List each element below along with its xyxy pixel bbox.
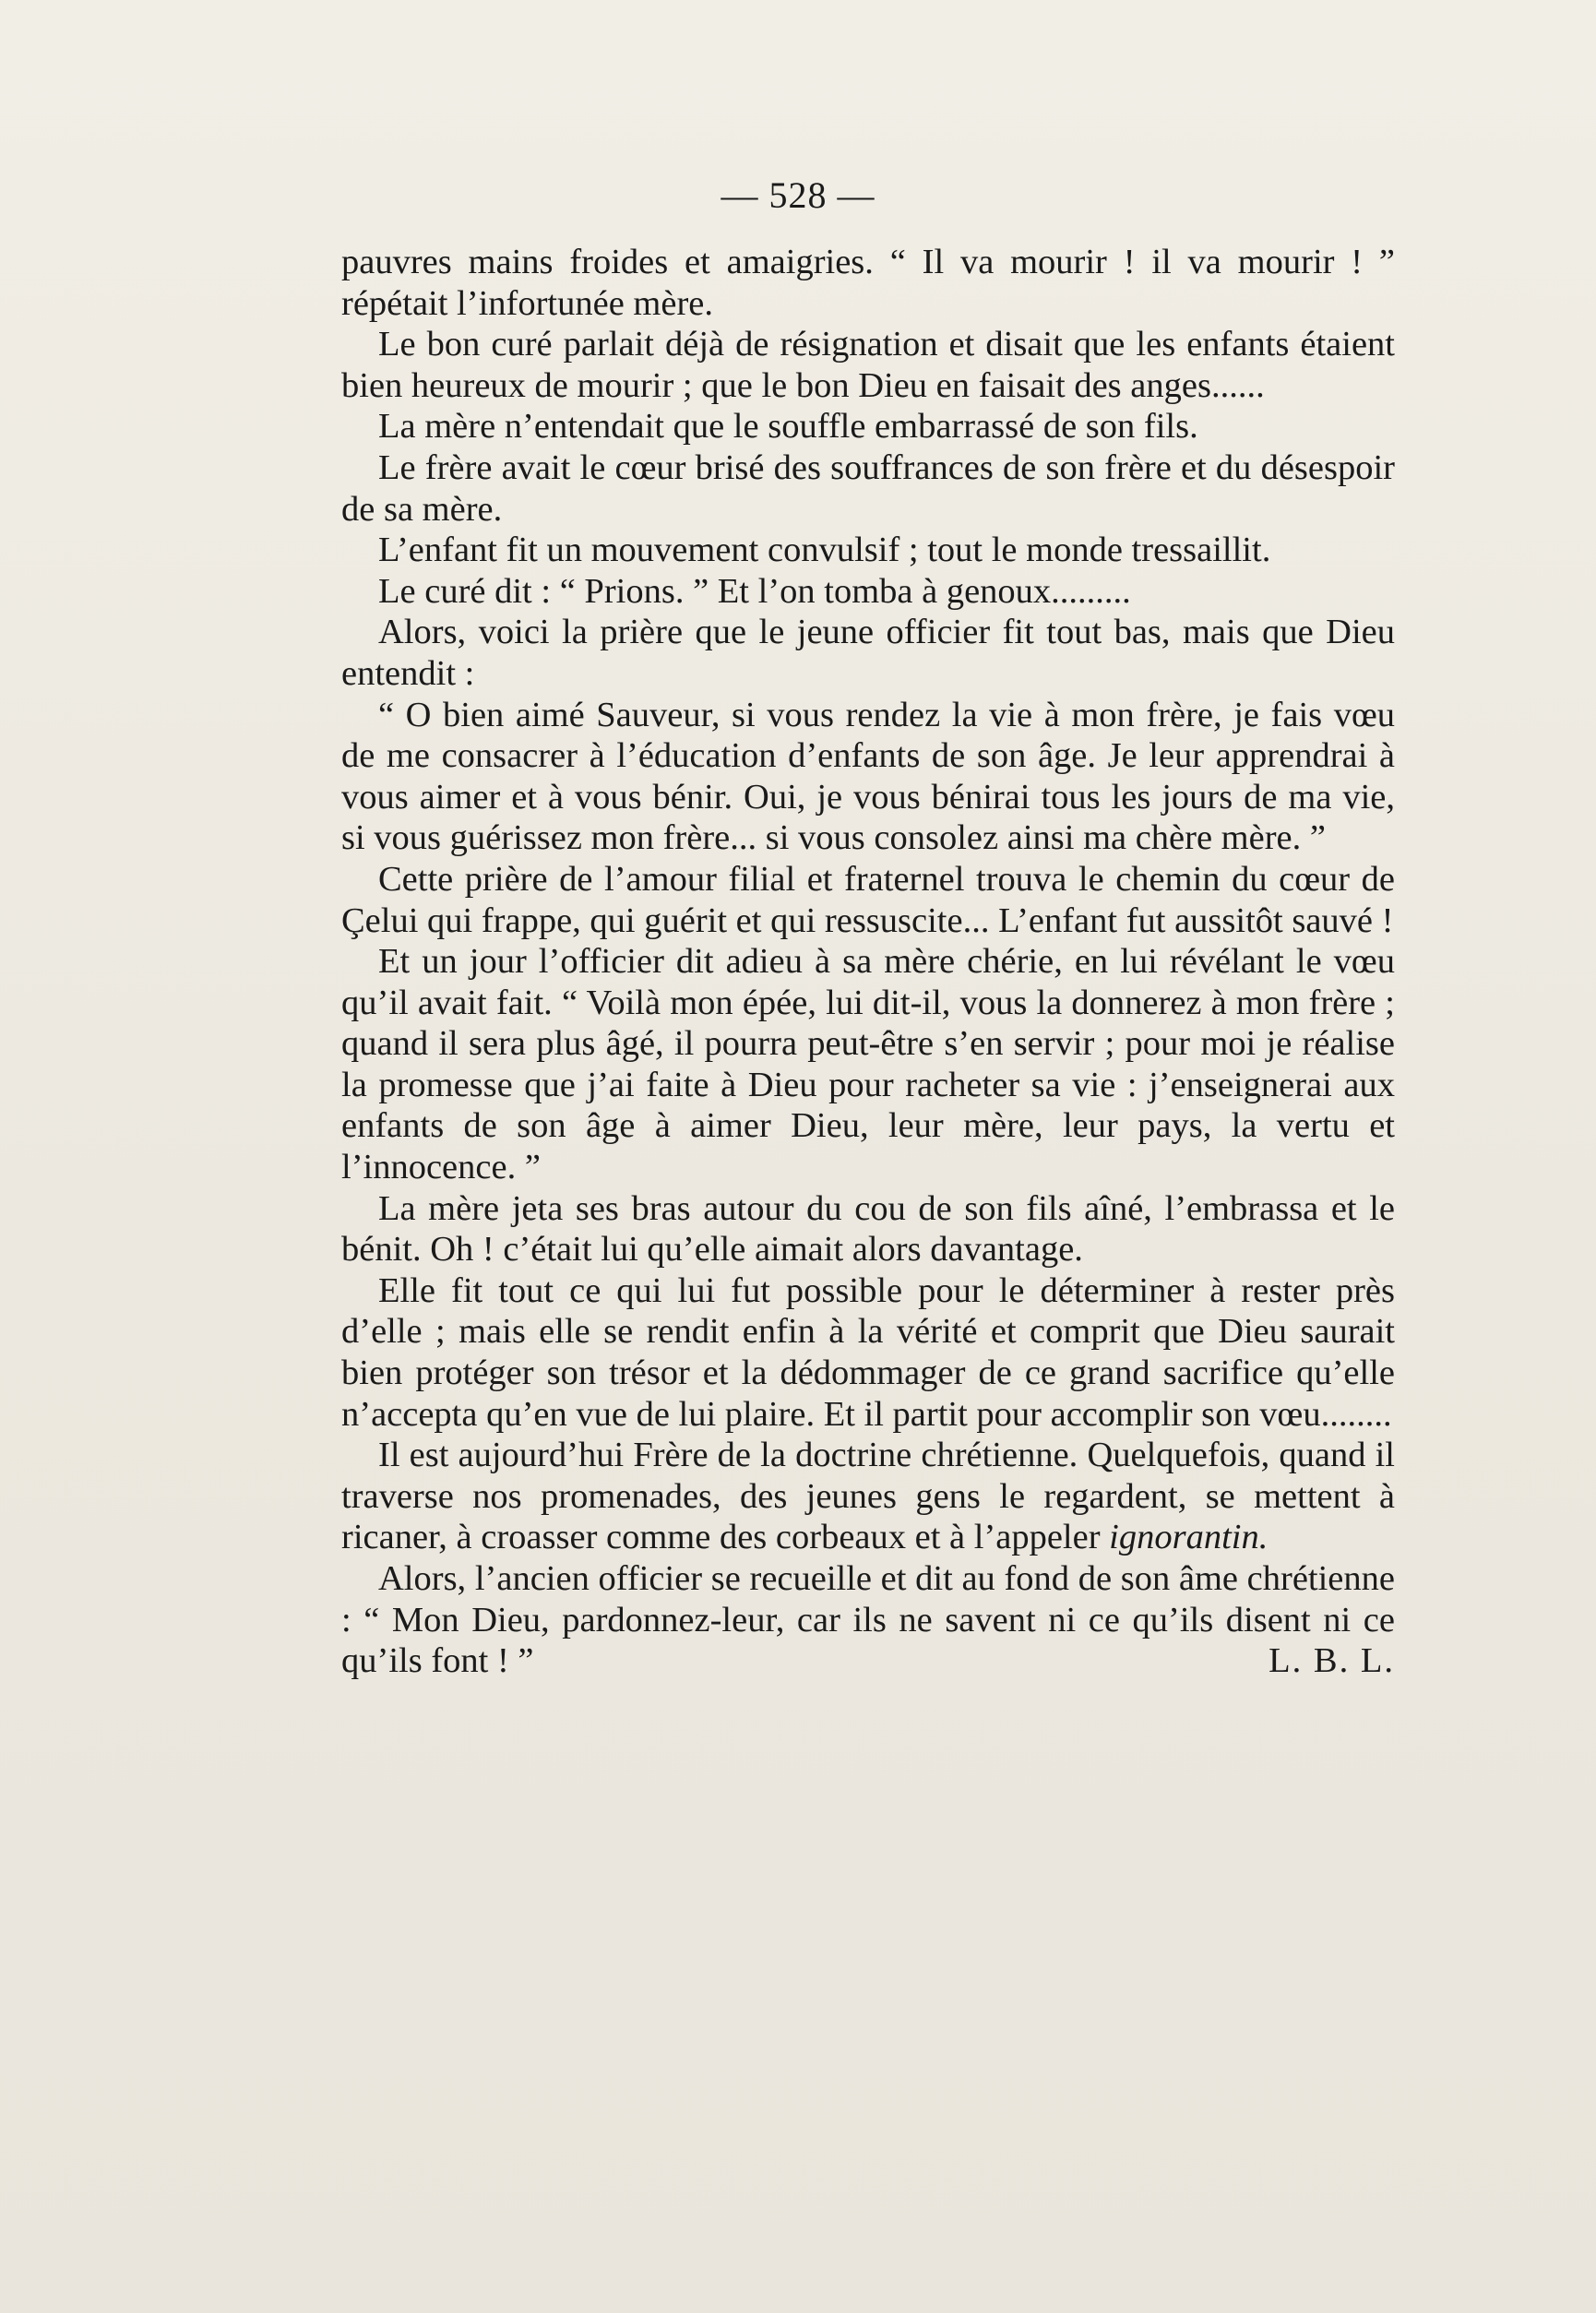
- paragraph-1: pauvres mains froides et amaigries. “ Il va mourir ! il va mourir ! ” répétait l’infortunée mère.: [341, 243, 1395, 323]
- paragraph-4: Le frère avait le cœur brisé des souffrances de son frère et du désespoir de sa mère.: [341, 447, 1395, 529]
- paragraph-5: L’enfant fit un mouvement convulsif ; tout le monde tressaillit.: [378, 531, 1271, 570]
- paragraph-13: [341, 1435, 1395, 1558]
- paragraph-9: Cette prière de l’amour filial et fraternel trouva le chemin du cœur de Çelui qui frappe, qui guérit et qui ressuscite... L’enfant fut aussitôt sauvé !: [341, 859, 1395, 940]
- paragraph-10: Et un jour l’officier dit adieu à sa mère chérie, en lui révélant le vœu qu’il avait fait. “ Voilà mon épée, lui dit-il, vous la donnerez à mon frère ; quand il sera plus âgé, il pourra peut-être s’en servir ; pour moi je réalise la promesse que j’ai faite à Dieu pour racheter sa vie : j’enseignerai aux enfants de son âge à aimer Dieu, leur mère, leur pays, la vertu et l’innocence. ”: [341, 942, 1395, 1187]
- paragraph-14-text: Alors, l’ancien officier se recueille et dit au fond de son âme chrétienne : “ Mon Dieu, pardonnez-leur, car ils ne savent ni ce qu’ils disent ni ce qu’ils font ! ”: [341, 1559, 1395, 1681]
- paragraph-13-text: Il est aujourd’hui Frère de la doctrine chrétienne. Quelquefois, quand il traverse nos promenades, des jeunes gens le regardent, se mettent à ricaner, à croasser comme des corbeaux et à l’appeler: [341, 1436, 1395, 1557]
- paragraph-8-prayer: “ O bien aimé Sauveur, si vous rendez la vie à mon frère, je fais vœu de me consacrer à l’éducation d’enfants de son âge. Je leur apprendrai à vous aimer et à vous bénir. Oui, je vous bénirai tous les jours de ma vie, si vous guérissez mon frère... si vous consolez ainsi ma chère mère. ”: [341, 695, 1395, 858]
- paragraph-6: Le curé dit : “ Prions. ” Et l’on tomba à genoux.........: [378, 571, 1131, 611]
- page-number: — 528 —: [721, 174, 875, 216]
- paragraph-12: Elle fit tout ce qui lui fut possible pour le déterminer à rester près d’elle ; mais elle se rendit enfin à la vérité et comprit que Dieu saurait bien protéger son trésor et la dédommager de ce grand sacrifice qu’elle n’accepta qu’en vue de lui plaire. Et il partit pour accomplir son vœu........: [341, 1270, 1395, 1434]
- paragraph-2: Le bon curé parlait déjà de résignation et disait que les enfants étaient bien heureux de mourir ; que le bon Dieu en faisait des anges......: [341, 325, 1395, 405]
- paragraph-11: La mère jeta ses bras autour du cou de son fils aîné, l’embrassa et le bénit. Oh ! c’était lui qu’elle aimait alors davantage.: [341, 1188, 1395, 1270]
- body-text: [341, 242, 1395, 1682]
- paragraph-14: [341, 1558, 1395, 1682]
- paragraph-3: La mère n’entendait que le souffle embarrassé de son fils.: [378, 407, 1198, 447]
- signature: L. B. L.: [1268, 1641, 1395, 1681]
- paragraph-13-italic: ignorantin.: [1109, 1518, 1268, 1557]
- paragraph-7: Alors, voici la prière que le jeune officier fit tout bas, mais que Dieu entendit :: [341, 613, 1395, 693]
